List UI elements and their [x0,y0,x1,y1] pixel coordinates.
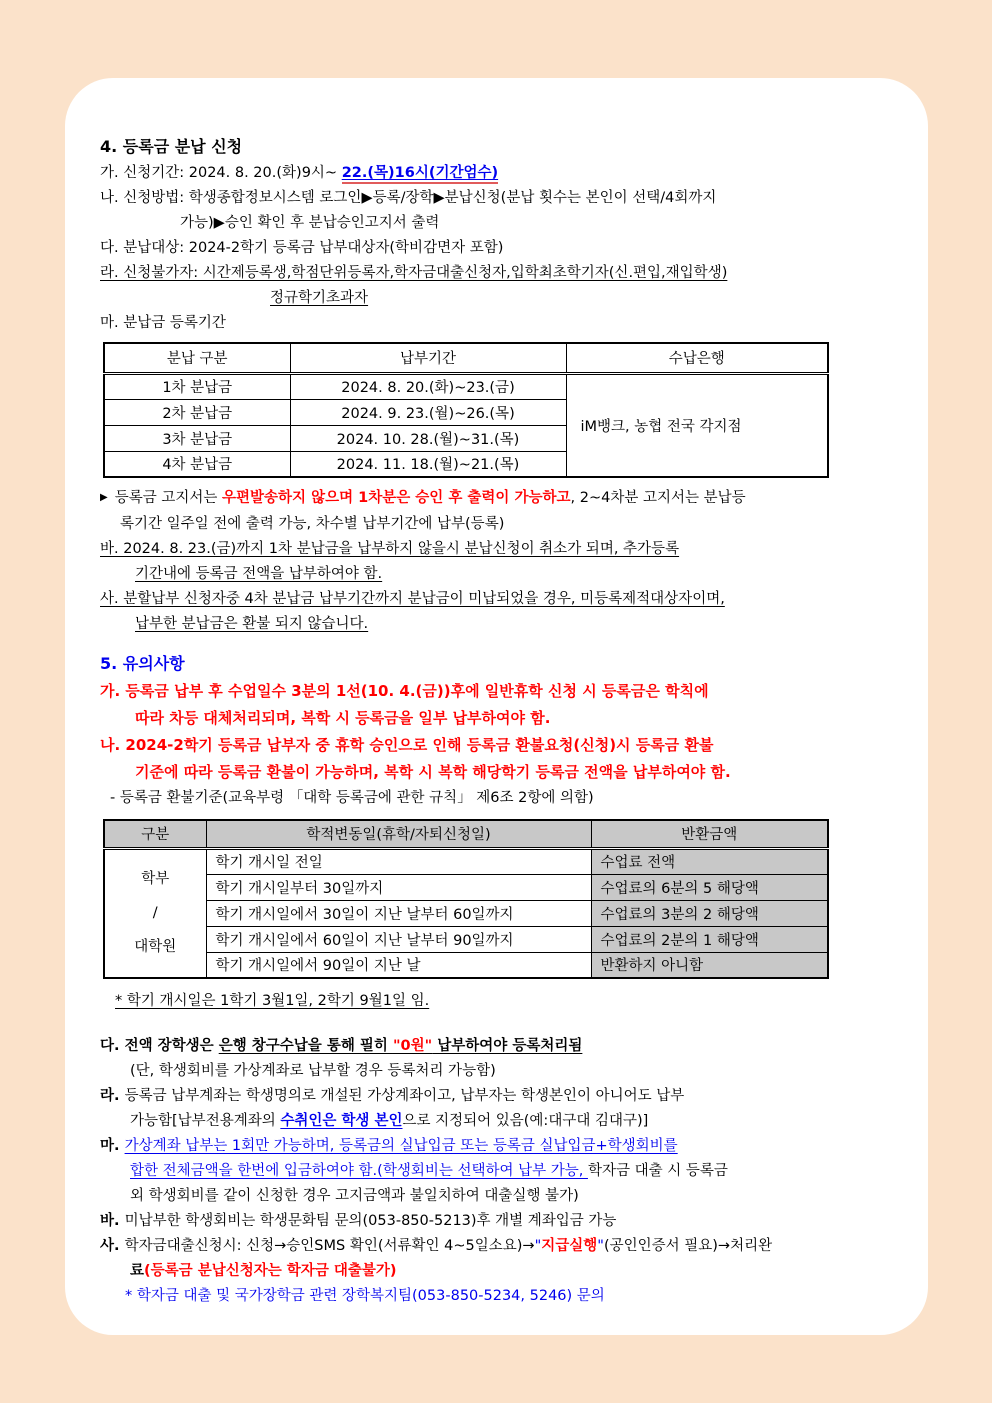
quote-open: " [534,1238,542,1254]
notes4-bullet-pre: 등록금 고지서는 [114,490,222,506]
s4-item-na-line1: 나. 신청방법: 학생종합정보시스템 로그인▶등록/장학▶분납신청(분납 횟수는 본인이 선택/4회까지 [100,190,717,206]
s4-item-ra-line1: 라. 신청불가자: 시간제등록생,학점단위등록자,학자금대출신청자,입학최초학기자(신.편입,재입학생) [100,265,728,281]
table-header-row [104,343,828,373]
quote-close: " [597,1238,604,1254]
payee-student-highlight: 수취인은 학생 본인 [280,1113,403,1129]
notice-sheet [65,78,928,1335]
refund-row-2-condition: 학기 개시일부터 30일까지 [206,874,591,900]
notes5-ba-label: 바. [100,1213,125,1229]
s5-item-ga-line1: 가. 등록금 납부 후 수업일수 3분의 1선(10. 4.(금))후에 일반휴학 신청 시 등록금은 학칙에 [100,682,709,700]
table-row [104,373,828,399]
installment-4-type: 4차 분납금 [104,451,290,477]
notes4-bullet-line2: 록기간 일주일 전에 출력 가능, 차수별 납부기간에 납부(등록) [120,516,505,532]
notes5-item-ma-line1 [100,1134,903,1159]
group-undergrad-label: 학부 [141,871,170,888]
refund-row-4-condition: 학기 개시일에서 60일이 지난 날부터 90일까지 [206,926,591,952]
triangle-bullet-icon: ▶ [100,492,108,503]
s5-item-na-line1: 나. 2024-2학기 등록금 납부자 중 휴학 승인으로 인해 등록금 환불요청(신청)시 등록금 환불 [100,736,714,754]
notes5-item-ma-line2 [130,1159,903,1184]
notes5-ma-black2: 학자금 대출 시 등록금 [587,1163,728,1179]
refund-rule-reference: - 등록금 환불기준(교육부령 「대학 등록금에 관한 규칙」 제6조 2항에 의함) [110,790,594,806]
notes4-item-sa-line2: 납부한 분납금은 환불 되지 않습니다. [135,616,369,632]
no-postal-warning-text: 우편발송하지 않으며 1차분은 승인 후 출력이 가능하고 [221,490,571,506]
notes5-item-sa-line2 [130,1259,903,1284]
refund-row-2-amount: 수업료의 6분의 5 해당액 [591,874,828,900]
notes5-ba-text: 미납부한 학생회비는 학생문화팀 문의(053-850-5213)후 개별 계좌입금 가능 [124,1213,617,1229]
zero-won-clause [219,1038,583,1054]
notes5-ra-line2-post: 으로 지정되어 있음(예:대구대 김대구)] [402,1113,649,1129]
virtual-account-rule-line1: 가상계좌 납부는 1회만 가능하며, 등록금의 실납입금 또는 등록금 실납입금+학생회비를 [124,1138,678,1154]
s4-item-ga [100,161,903,186]
notes5-item-ra-line2 [130,1109,903,1134]
installment-schedule-table [103,342,829,478]
s4-item-na-line2: 가능)▶승인 확인 후 분납승인고지서 출력 [180,215,440,231]
notes5-item-ma-line3: 외 학생회비를 같이 신청한 경우 고지금액과 불일치하여 대출실행 불가) [130,1188,579,1204]
notes5-ra-label: 라. [100,1088,125,1104]
s4-ga-text: 가. 신청기간: 2024. 8. 20.(화)9시~ [100,165,342,181]
refund-criteria-table [103,819,829,979]
refund-row-3-amount: 수업료의 3분의 2 해당액 [591,900,828,926]
table-row [104,900,828,926]
notes5-item-da-line2: (단, 학생회비를 가상계좌로 납부할 경우 등록처리 가능함) [130,1063,496,1079]
notes5-da-label: 다. 전액 장학생은 [100,1038,219,1054]
refund-row-5-amount: 반환하지 아니함 [591,952,828,978]
section4-title: 4. 등록금 분납 신청 [100,137,243,156]
application-deadline-highlight: 22.(목)16시(기간엄수) [342,165,498,184]
section5-title: 5. 유의사항 [100,654,185,673]
notes5-ra-line2-pre: 가능함[납부전용계좌의 [130,1113,281,1129]
notes5-item-sa-line1 [100,1234,903,1259]
installment-3-type: 3차 분납금 [104,425,290,451]
installment-1-type: 1차 분납금 [104,373,290,399]
notes5-item-ba [100,1209,903,1234]
table-row [104,848,828,874]
notes4-item-sa-line1: 사. 분할납부 신청자중 4차 분납금 납부기간까지 분납금이 미납되었을 경우, 미등록제적대상자이며, [100,591,725,607]
installment-1-period: 2024. 8. 20.(화)~23.(금) [290,373,566,399]
col-header-installment-type: 분납 구분 [104,343,290,373]
installment-2-period: 2024. 9. 23.(월)~26.(목) [290,399,566,425]
col-header-bank: 수납은행 [566,343,828,373]
installment-2-type: 2차 분납금 [104,399,290,425]
group-grad-label: 대학원 [134,939,177,956]
refund-row-1-amount: 수업료 전액 [591,848,828,874]
notes5-ma-label: 마. [100,1138,125,1154]
notes5-sa-label: 사. [100,1238,125,1254]
scholarship-contact-note: * 학자금 대출 및 국가장학금 관련 장학복지팀(053-850-5234, 5246) 문의 [125,1288,605,1304]
s4-item-da: 다. 분납대상: 2024-2학기 등록금 납부대상자(학비감면자 포함) [100,240,504,256]
table-row [104,874,828,900]
s5-item-na-line2: 기준에 따라 등록금 환불이 가능하며, 복학 시 복학 해당학기 등록금 전액을 납부하여야 함. [135,763,731,781]
s4-item-ma: 마. 분납금 등록기간 [100,315,226,331]
refund-row-1-condition: 학기 개시일 전일 [206,848,591,874]
bank-cell: iM뱅크, 농협 전국 각지점 [566,373,828,477]
notes5-ra-text1: 등록금 납부계좌는 학생명의로 개설된 가상계좌이고, 납부자는 학생본인이 아니어도 납부 [124,1088,685,1104]
zero-won-highlight: "0원" [392,1038,433,1054]
notes5-sa-line2-black: 료 [130,1263,145,1279]
table-row [104,926,828,952]
notice-content [93,136,903,1309]
s5-item-ga-line2: 따라 차등 대체처리되며, 복학 시 등록금을 일부 납부하여야 함. [135,709,551,727]
refund-row-5-condition: 학기 개시일에서 90일이 지난 날 [206,952,591,978]
installment-4-period: 2024. 11. 18.(월)~21.(목) [290,451,566,477]
notes4-bullet-line1 [100,486,903,512]
notes5-item-ra-line1 [100,1084,903,1109]
notes5-sa-pre: 학자금대출신청시: 신청→승인SMS 확인(서류확인 4~5일소요)→ [124,1238,535,1254]
table-row [104,952,828,978]
refund-row-3-condition: 학기 개시일에서 30일이 지난 날부터 60일까지 [206,900,591,926]
virtual-account-rule-line2: 합한 전체금액을 한번에 입금하여야 함.(학생회비는 선택하여 납부 가능, [130,1163,588,1179]
notes4-item-ba-line2: 기간내에 등록금 전액을 납부하여야 함. [135,566,383,582]
disbursement-highlight: 지급실행 [541,1238,598,1254]
refund-row-4-amount: 수업료의 2분의 1 해당액 [591,926,828,952]
col-header-payment-period: 납부기간 [290,343,566,373]
notes5-sa-post: (공인인증서 필요)→처리완 [603,1238,773,1254]
notes4-bullet-post: , 2~4차분 고지서는 분납등 [570,490,746,506]
installment-3-period: 2024. 10. 28.(월)~31.(목) [290,425,566,451]
col-header-refund-amount: 반환금액 [591,820,828,848]
notes5-da-u1: 은행 창구수납을 통해 필히 [218,1038,393,1054]
notes5-da-u2: 납부하여야 등록처리됨 [432,1038,583,1054]
student-group-cell [104,848,206,978]
s4-item-ra-line2: 정규학기초과자 [270,290,369,306]
notes4-item-ba-line1: 바. 2024. 8. 23.(금)까지 1차 분납금을 납부하지 않을시 분납신청이 취소가 되며, 추가등록 [100,541,680,557]
notes5-item-da-line1 [100,1034,903,1059]
group-slash-label: / [152,905,158,922]
col-header-change-date: 학적변동일(휴학/자퇴신청일) [206,820,591,848]
semester-start-note: * 학기 개시일은 1학기 3월1일, 2학기 9월1일 임. [115,993,430,1009]
col-header-category: 구분 [104,820,206,848]
no-loan-warning: (등록금 분납신청자는 학자금 대출불가) [144,1263,397,1279]
table-header-row [104,820,828,848]
